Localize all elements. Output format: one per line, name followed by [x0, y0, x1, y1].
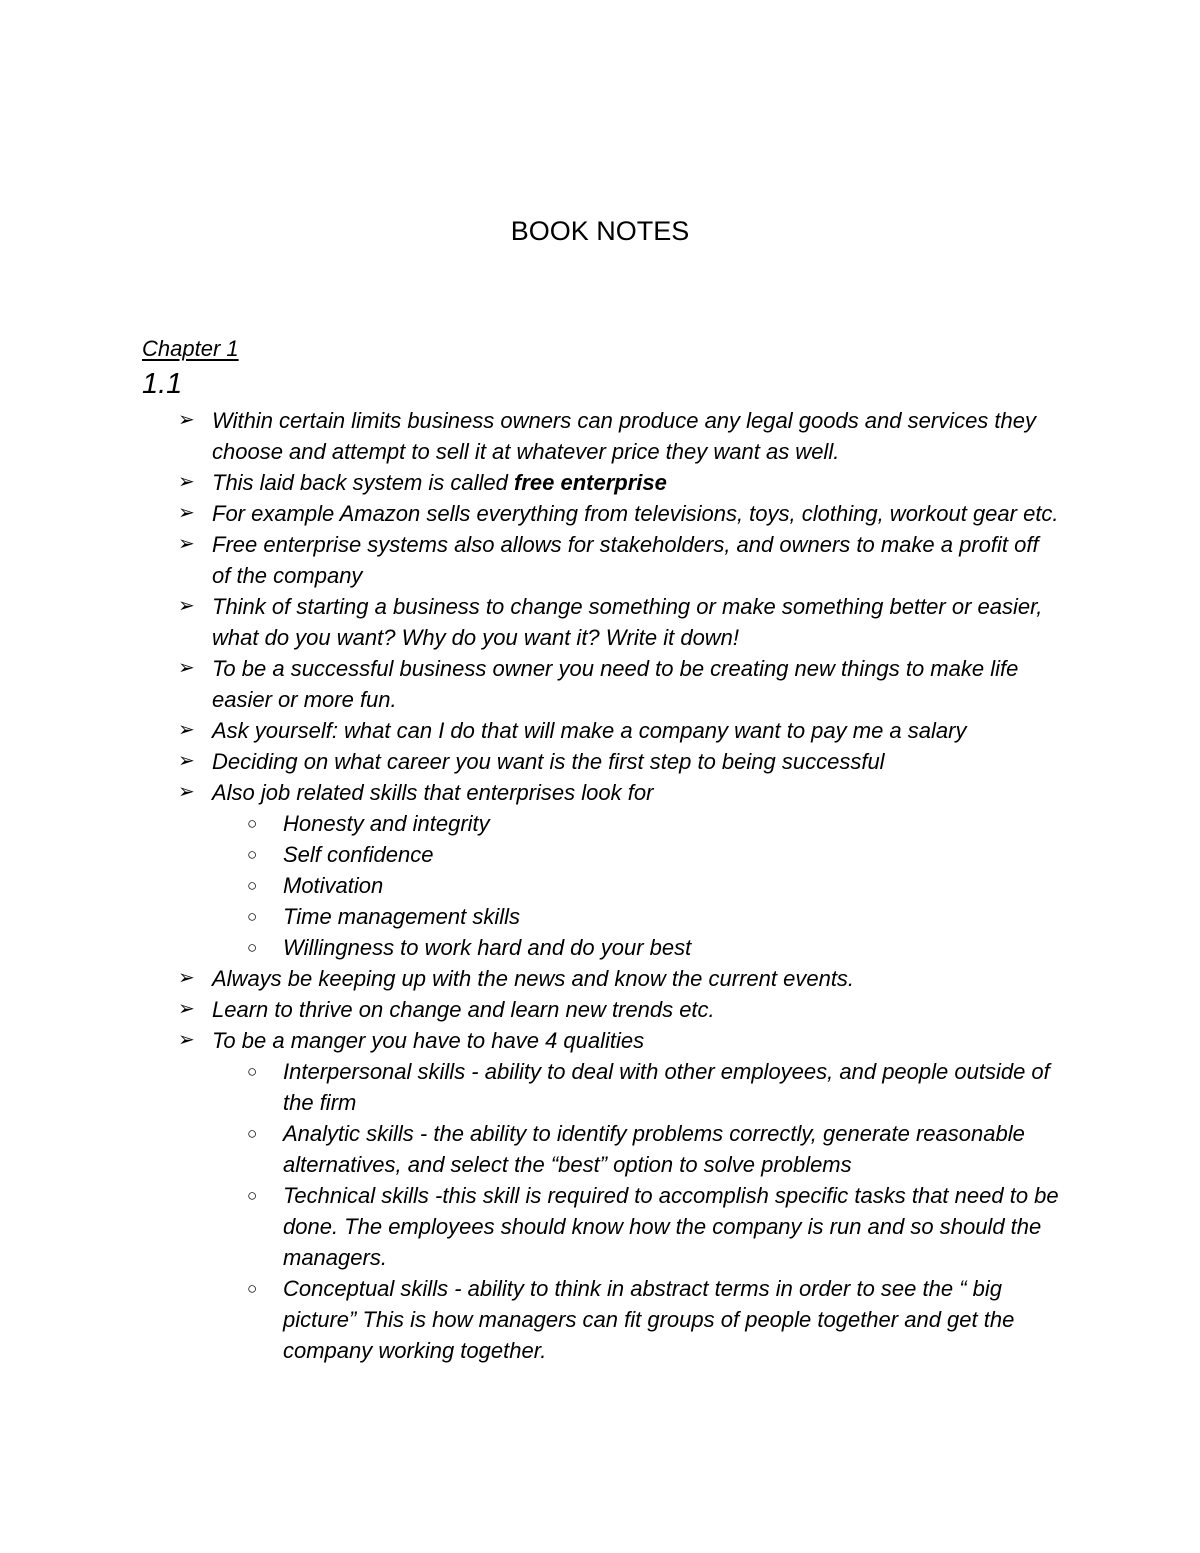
list-item-text: Also job related skills that enterprises look for	[212, 780, 654, 805]
circle-bullet-icon: ○	[247, 845, 258, 864]
list-item-text: To be a successful business owner you need to be creating new things to make life easier or more fun.	[212, 656, 1019, 712]
sub-list-item	[142, 839, 1062, 870]
list-item-text	[212, 467, 1062, 498]
circle-bullet-icon: ○	[247, 876, 258, 895]
arrow-bullet-icon: ➢	[178, 409, 195, 431]
list-item	[142, 1025, 1062, 1056]
list-item-text: Ask yourself: what can I do that will make a company want to pay me a salary	[212, 718, 967, 743]
arrow-bullet-icon: ➢	[178, 657, 195, 679]
arrow-bullet-icon: ➢	[178, 595, 195, 617]
list-item-text: To be a manger you have to have 4 qualities	[212, 1028, 645, 1053]
arrow-bullet-icon: ➢	[178, 719, 195, 741]
list-item-text: Free enterprise systems also allows for stakeholders, and owners to make a profit off of the company	[212, 532, 1039, 588]
arrow-bullet-icon: ➢	[178, 781, 195, 803]
sub-list-item-text: Self confidence	[283, 842, 434, 867]
list-item	[142, 653, 1062, 715]
circle-bullet-icon: ○	[247, 1279, 258, 1298]
sub-list-item	[142, 901, 1062, 932]
sub-list-item	[142, 808, 1062, 839]
sub-list-item-text: Motivation	[283, 873, 384, 898]
sub-list-item	[142, 1056, 1062, 1118]
sub-list-item-text: Time management skills	[283, 904, 520, 929]
circle-bullet-icon: ○	[247, 938, 258, 957]
list-item	[142, 994, 1062, 1025]
list-item	[142, 405, 1062, 467]
arrow-bullet-icon: ➢	[178, 502, 195, 524]
sub-list-item	[142, 870, 1062, 901]
circle-bullet-icon: ○	[247, 907, 258, 926]
sub-list-item	[142, 932, 1062, 963]
sub-list-item-text: Analytic skills - the ability to identify problems correctly, generate reasonable alternatives, and select the “best” option to solve problems	[283, 1121, 1025, 1177]
list-item-text: Deciding on what career you want is the first step to being successful	[212, 749, 885, 774]
arrow-bullet-icon: ➢	[178, 471, 195, 493]
list-item-text: Think of starting a business to change something or make something better or easier, what do you want? Why do you want it? Write it down!	[212, 594, 1043, 650]
arrow-bullet-icon: ➢	[178, 1029, 195, 1051]
sub-list-item-text: Honesty and integrity	[283, 811, 490, 836]
sub-list-item-text: Conceptual skills - ability to think in abstract terms in order to see the “ big picture” This is how managers can fit groups of people together and get the company working together.	[283, 1276, 1015, 1363]
list-item-text: Learn to thrive on change and learn new trends etc.	[212, 997, 715, 1022]
list-item	[142, 777, 1062, 808]
list-item-text: Within certain limits business owners can produce any legal goods and services they choose and attempt to sell it at whatever price they want as well.	[212, 408, 1037, 464]
bold-term: free enterprise	[514, 470, 667, 495]
arrow-bullet-icon: ➢	[178, 967, 195, 989]
arrow-bullet-icon: ➢	[178, 998, 195, 1020]
list-item	[142, 746, 1062, 777]
list-item	[142, 467, 1062, 498]
sub-list-item	[142, 1273, 1062, 1366]
list-item	[142, 529, 1062, 591]
sub-list-item-text: Interpersonal skills - ability to deal with other employees, and people outside of the firm	[283, 1059, 1050, 1115]
arrow-bullet-icon: ➢	[178, 533, 195, 555]
sub-list-item	[142, 1180, 1062, 1273]
list-item	[142, 963, 1062, 994]
list-item	[142, 591, 1062, 653]
list-item-text-prefix: This laid back system is called	[212, 470, 514, 495]
chapter-heading: Chapter 1	[142, 336, 239, 361]
list-item	[142, 715, 1062, 746]
sub-list-item	[142, 1118, 1062, 1180]
circle-bullet-icon: ○	[247, 1062, 258, 1081]
circle-bullet-icon: ○	[247, 814, 258, 833]
circle-bullet-icon: ○	[247, 1186, 258, 1205]
section-heading: 1.1	[142, 368, 183, 400]
arrow-bullet-icon: ➢	[178, 750, 195, 772]
list-item	[142, 498, 1062, 529]
list-item-text: Always be keeping up with the news and know the current events.	[212, 966, 855, 991]
sub-list-item-text: Technical skills -this skill is required to accomplish specific tasks that need to be done. The employees should know how the company is run and so should the managers.	[283, 1183, 1059, 1270]
list-item-text: For example Amazon sells everything from televisions, toys, clothing, workout gear etc.	[212, 501, 1059, 526]
notes-list	[142, 405, 1062, 1366]
circle-bullet-icon: ○	[247, 1124, 258, 1143]
sub-list-item-text: Willingness to work hard and do your best	[283, 935, 692, 960]
document-title: BOOK NOTES	[510, 216, 690, 246]
